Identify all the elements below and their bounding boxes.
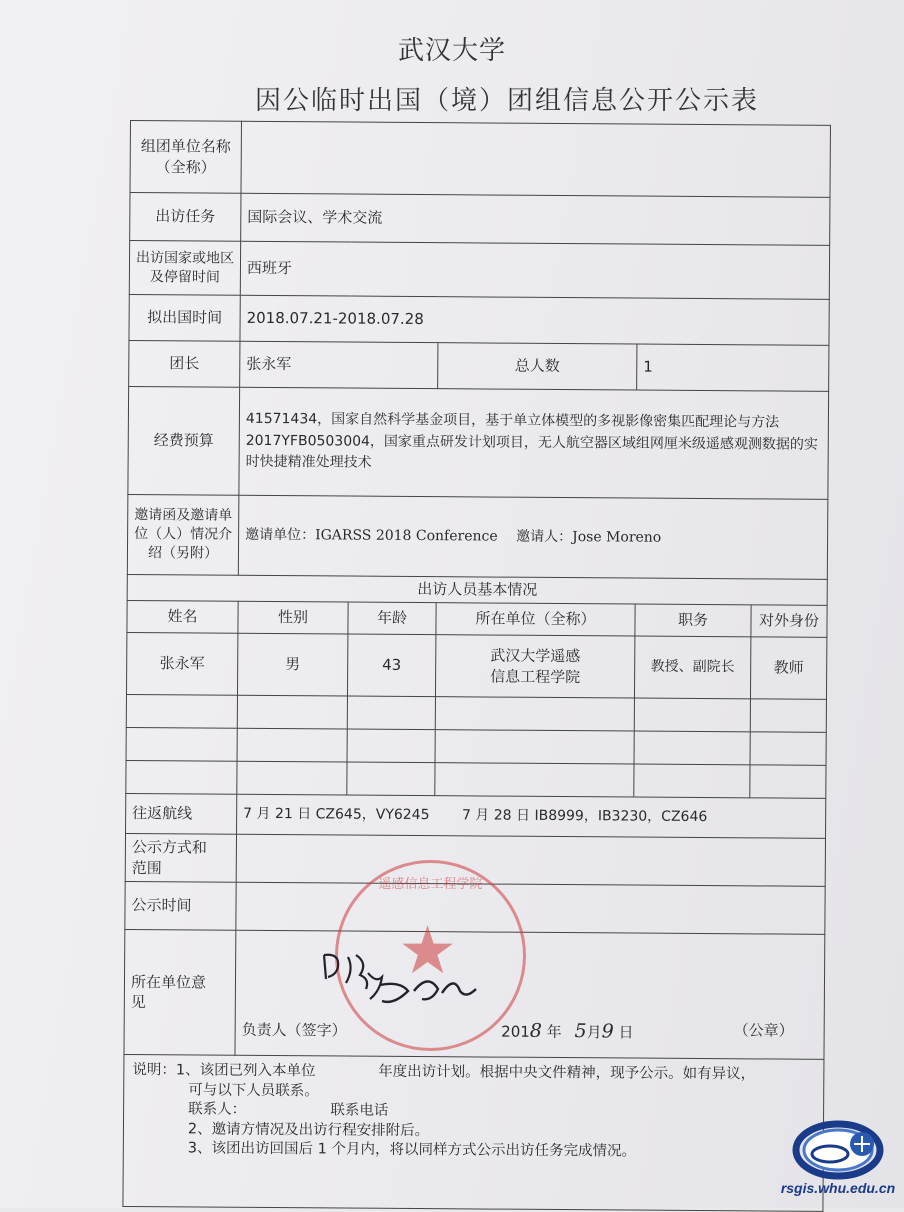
members-header-row (127, 600, 827, 637)
leader-label: 团长 (129, 340, 240, 387)
date-day-handwritten: 9 (601, 1020, 614, 1043)
row-invitation (127, 494, 828, 579)
member-age: 43 (347, 634, 435, 697)
note-3: 3、该团出访回国后 1 个月内，将以同样方式公示出访任务完成情况。 (187, 1140, 637, 1160)
row-unit-opinion (124, 929, 825, 1059)
group-unit-value (241, 121, 831, 197)
row-departure-time (129, 294, 829, 345)
publicity-form-table (122, 120, 831, 1212)
date-year-suffix: 年 (546, 1023, 562, 1042)
date-prefix: 201 (501, 1022, 530, 1042)
date-year-handwritten: 8 (529, 1020, 543, 1043)
date-day-suffix: 日 (618, 1023, 634, 1042)
member-row (126, 632, 826, 699)
publicity-method-value (236, 834, 825, 886)
row-budget (128, 386, 829, 499)
invitation-label: 邀请函及邀请单位（人）情况介绍（另附） (127, 494, 239, 575)
publicity-method-label: 公示方式和 范围 (125, 833, 236, 882)
row-publicity-time (125, 881, 825, 934)
row-publicity-method (125, 833, 825, 886)
member-identity: 教师 (750, 637, 826, 700)
member-row-empty (126, 760, 826, 798)
row-group-unit (130, 121, 831, 198)
departure-time-label: 拟出国时间 (129, 294, 240, 341)
date-month-suffix: 月 (586, 1023, 602, 1042)
country-value: 西班牙 (240, 241, 829, 299)
row-flights (126, 793, 826, 838)
header-age: 年龄 (348, 602, 436, 635)
members-section-title: 出访人员基本情况 (127, 574, 827, 605)
row-country (129, 241, 829, 300)
header-gender: 性别 (238, 601, 348, 634)
departure-time-value: 2018.07.21-2018.07.28 (240, 295, 829, 345)
unit-opinion-area (235, 930, 825, 1059)
notes-cell (123, 1054, 824, 1211)
header-unit: 所在单位（全称） (436, 603, 635, 636)
total-value: 1 (637, 344, 829, 391)
note-2: 2、邀请方情况及出访行程安排附后。 (187, 1121, 430, 1139)
logo-url: rsgis.whu.edu.cn (780, 1180, 896, 1196)
member-position: 教授、副院长 (634, 636, 750, 699)
seal-label: （公章） (733, 1021, 794, 1041)
globe-logo-icon (778, 1118, 898, 1182)
row-leader (129, 340, 829, 391)
member-row-empty (126, 727, 826, 765)
unit-opinion-label: 所在单位意 见 (124, 929, 236, 1055)
seal-text: 遥感信息工程学院 (378, 877, 483, 892)
row-notes (123, 1054, 824, 1211)
mission-value: 国际会议、学术交流 (241, 193, 830, 245)
member-gender: 男 (237, 633, 347, 696)
total-label: 总人数 (438, 343, 637, 390)
member-name: 张永军 (126, 632, 237, 695)
university-name: 武汉大学 (397, 36, 506, 66)
country-label: 出访国家或地区 及停留时间 (129, 241, 240, 296)
seal-star-icon: ★ (398, 912, 458, 989)
leader-value: 张永军 (240, 341, 438, 388)
header-name: 姓名 (127, 600, 238, 633)
responsible-label: 负责人（签字） (241, 1021, 347, 1040)
note-contact: 联系人： 联系电话 (188, 1101, 389, 1119)
header-position: 职务 (635, 604, 751, 637)
budget-label: 经费预算 (128, 386, 240, 495)
publicity-time-label: 公示时间 (125, 881, 236, 930)
row-mission (130, 193, 830, 246)
publicity-time-value (236, 882, 825, 934)
member-row-empty (126, 694, 826, 732)
budget-line-2: 2017YFB0503004，国家重点研发计划项目，无人航空器区域组网厘米级遥感观测数据的实时快捷精准处理技术 (245, 432, 818, 472)
rsgis-logo (778, 1118, 898, 1200)
note-1b: 可与以下人员联系。 (188, 1081, 319, 1099)
flights-label: 往返航线 (126, 793, 237, 834)
form-title: 因公临时出国（境）团组信息公开公示表 (255, 86, 760, 116)
date-month-handwritten: 5 (574, 1020, 587, 1043)
budget-line-1: 41571434，国家自然科学基金项目，基于单立体模型的多视影像密集匹配理论与方法 (245, 410, 780, 431)
flights-value: 7 月 21 日 CZ645，VY6245 7 月 28 日 IB8999，IB3230，CZ646 (237, 794, 826, 838)
group-unit-label: 组团单位名称 （全称） (130, 121, 241, 194)
invitation-value: 邀请单位：IGARSS 2018 Conference 邀请人：Jose Moreno (238, 495, 828, 579)
member-unit: 武汉大学遥感 信息工程学院 (435, 635, 634, 698)
mission-label: 出访任务 (130, 193, 241, 242)
header-identity: 对外身份 (751, 605, 827, 638)
note-1: 说明：1、该团已列入本单位 年度出访计划。根据中央文件精神，现予公示。如有异议， (132, 1062, 756, 1083)
budget-value (239, 387, 829, 499)
